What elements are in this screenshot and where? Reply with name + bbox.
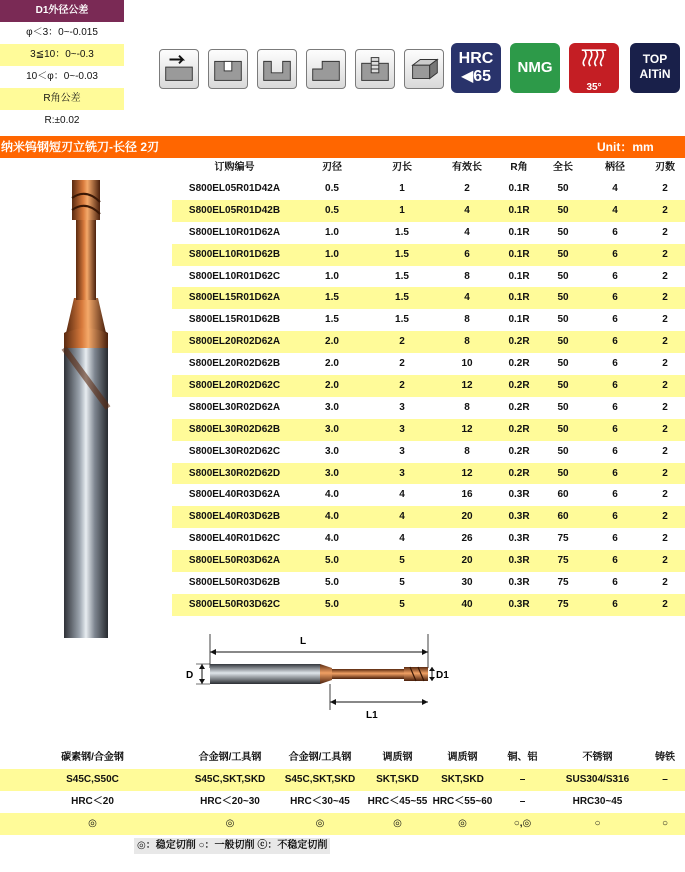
unit-label: Unit：mm — [597, 140, 654, 154]
spec-row — [172, 178, 685, 200]
cell-cut-dia: 1.5 — [325, 292, 339, 304]
coating-top-label: TOP — [642, 52, 668, 66]
cell-cut-dia: 1.0 — [325, 270, 339, 282]
cell-shank-dia: 6 — [612, 292, 618, 304]
cell-order-no: S800EL40R03D62B — [188, 511, 281, 523]
material-suitability-cell: ◎ — [225, 818, 235, 829]
material-header-cell: 调质钢 — [447, 752, 478, 763]
material-suitability-cell: ◎ — [315, 818, 325, 829]
dim-label-l: L — [300, 636, 307, 647]
cell-effective-length: 6 — [464, 248, 470, 260]
dim-label-l1: L1 — [366, 710, 378, 721]
cell-order-no: S800EL50R03D62A — [188, 555, 281, 567]
cell-shank-dia: 6 — [612, 226, 618, 238]
cell-flutes: 2 — [662, 423, 668, 435]
material-hardness-cell: HRC＜45~55 — [367, 796, 428, 807]
cell-corner-r: 0.1R — [508, 248, 530, 260]
cell-shank-dia: 6 — [612, 598, 618, 610]
dim-label-d: D — [186, 670, 194, 681]
cell-shank-dia: 6 — [612, 248, 618, 260]
cell-corner-r: 0.3R — [508, 577, 530, 589]
hrc-badge — [451, 43, 501, 93]
coating-badge — [630, 43, 680, 93]
cell-cut-dia: 2.0 — [325, 358, 339, 370]
cell-overall-length: 50 — [557, 270, 569, 282]
cell-flutes: 2 — [662, 445, 668, 457]
cell-flutes: 2 — [662, 226, 668, 238]
cell-overall-length: 75 — [557, 533, 569, 545]
cell-order-no: S800EL05R01D42A — [188, 183, 281, 194]
cell-effective-length: 12 — [461, 467, 473, 479]
spec-row — [172, 572, 685, 594]
cell-cut-length: 2 — [399, 358, 405, 370]
cell-effective-length: 12 — [461, 423, 473, 435]
cell-shank-dia: 6 — [612, 423, 618, 435]
cell-cut-dia: 1.0 — [325, 248, 339, 260]
material-hardness-cell: HRC＜30~45 — [290, 796, 350, 807]
cell-effective-length: 40 — [461, 598, 473, 610]
material-grade-cell: S45C,SKT,SKD — [284, 774, 356, 785]
machining-icons — [159, 49, 453, 89]
material-hardness-cell: HRC＜20 — [71, 796, 114, 807]
header-cut-dia: 刃径 — [322, 162, 342, 173]
cell-order-no: S800EL40R01D62C — [188, 533, 281, 545]
cell-cut-length: 5 — [399, 577, 405, 589]
spec-row — [172, 506, 685, 528]
cell-effective-length: 8 — [464, 445, 470, 457]
spec-row — [172, 287, 685, 309]
cell-overall-length: 50 — [557, 358, 569, 370]
cell-flutes: 2 — [662, 511, 668, 523]
cell-cut-dia: 5.0 — [325, 577, 339, 589]
cell-flutes: 2 — [662, 292, 668, 304]
cell-order-no: S800EL10R01D62C — [188, 270, 281, 282]
product-title-bar — [0, 136, 685, 158]
cell-flutes: 2 — [662, 489, 668, 501]
cell-order-no: S800EL50R03D62B — [188, 577, 281, 589]
cell-effective-length: 4 — [464, 204, 470, 216]
tolerance-row: 3≦10：0~-0.3 — [0, 44, 124, 66]
cell-shank-dia: 6 — [612, 358, 618, 370]
cell-overall-length: 50 — [557, 467, 569, 479]
cell-cut-length: 1.5 — [395, 314, 409, 326]
dimension-diagram — [170, 622, 450, 722]
material-header-cell: 碳素钢/合金钢 — [61, 752, 124, 763]
cell-order-no: S800EL30R02D62B — [188, 423, 281, 435]
cell-effective-length: 2 — [464, 183, 470, 194]
cell-corner-r: 0.3R — [508, 533, 530, 545]
material-header-cell: 调质钢 — [382, 752, 413, 763]
cell-corner-r: 0.3R — [508, 489, 530, 501]
face-milling-icon — [404, 49, 444, 89]
cell-overall-length: 50 — [557, 401, 569, 413]
cell-shank-dia: 6 — [612, 555, 618, 567]
material-header-cell: 不锈钢 — [582, 752, 613, 763]
cell-order-no: S800EL20R02D62C — [188, 380, 281, 392]
material-grade-cell: SKT,SKD — [441, 774, 484, 785]
cell-overall-length: 50 — [557, 380, 569, 392]
cell-order-no: S800EL50R03D62C — [188, 598, 281, 610]
hrc-value: ◀65 — [460, 68, 492, 85]
spec-row — [172, 463, 685, 485]
cell-flutes: 2 — [662, 533, 668, 545]
cell-cut-length: 1 — [399, 183, 405, 194]
cell-effective-length: 8 — [464, 270, 470, 282]
header-flutes: 刃数 — [655, 162, 675, 173]
cell-cut-length: 1.5 — [395, 270, 409, 282]
spec-row — [172, 331, 685, 353]
cell-cut-length: 4 — [399, 489, 405, 501]
spec-row — [172, 244, 685, 266]
material-suitability-cell: ◎ — [393, 818, 402, 829]
material-hardness-cell: HRC＜55~60 — [432, 796, 493, 807]
cell-corner-r: 0.1R — [508, 204, 530, 216]
material-hardness-cell: HRC＜20~30 — [200, 796, 260, 807]
cell-shank-dia: 4 — [612, 204, 618, 216]
material-suitability-cell: ◎ — [88, 818, 97, 829]
cell-corner-r: 0.3R — [508, 555, 530, 567]
cell-order-no: S800EL30R02D62D — [188, 467, 281, 479]
cell-flutes: 2 — [662, 270, 668, 282]
cell-shank-dia: 6 — [612, 489, 618, 501]
cell-cut-length: 4 — [399, 533, 405, 545]
cell-order-no: S800EL05R01D42B — [188, 204, 281, 216]
cell-flutes: 2 — [662, 358, 668, 370]
spec-row — [172, 200, 685, 222]
spec-row — [172, 441, 685, 463]
cell-shank-dia: 6 — [612, 336, 618, 348]
cell-cut-dia: 2.0 — [325, 336, 339, 348]
cell-shank-dia: 6 — [612, 380, 618, 392]
cell-cut-length: 5 — [399, 555, 405, 567]
cell-overall-length: 60 — [557, 511, 569, 523]
cell-effective-length: 8 — [464, 314, 470, 326]
cell-cut-length: 4 — [399, 511, 405, 523]
material-grade-cell: S45C,S50C — [66, 774, 119, 785]
material-suitability-cell: ○,◎ — [513, 818, 532, 829]
cell-cut-dia: 4.0 — [325, 511, 339, 523]
dim-label-d1: D1 — [436, 670, 449, 681]
cell-overall-length: 50 — [557, 314, 569, 326]
spec-row — [172, 484, 685, 506]
cell-cut-length: 2 — [399, 380, 405, 392]
spec-row — [172, 375, 685, 397]
tolerance-row: 10＜φ：0~-0.03 — [0, 66, 124, 88]
material-hardness-cell — [645, 791, 685, 813]
cell-effective-length: 10 — [461, 358, 473, 370]
cell-order-no: S800EL30R02D62C — [188, 445, 281, 457]
spec-table — [172, 158, 685, 616]
cell-cut-dia: 4.0 — [325, 489, 339, 501]
cell-cut-dia: 3.0 — [325, 401, 339, 413]
end-mill-image — [0, 158, 172, 718]
header-effective-length: 有效长 — [452, 162, 482, 173]
cell-cut-dia: 1.5 — [325, 314, 339, 326]
cell-corner-r: 0.2R — [508, 358, 530, 370]
material-header-cell: 合金钢/工具钢 — [288, 752, 352, 763]
cell-cut-dia: 1.0 — [325, 226, 339, 238]
cell-overall-length: 50 — [557, 183, 569, 194]
spec-row — [172, 222, 685, 244]
spec-row — [172, 550, 685, 572]
cell-cut-dia: 3.0 — [325, 423, 339, 435]
cell-flutes: 2 — [662, 401, 668, 413]
material-suitability-cell: ○ — [594, 818, 601, 829]
material-header-cell: 铸铁 — [655, 752, 675, 763]
cell-overall-length: 50 — [557, 248, 569, 260]
cell-overall-length: 75 — [557, 577, 569, 589]
r-tolerance-value: R:±0.02 — [0, 110, 124, 132]
spec-row — [172, 266, 685, 288]
cell-overall-length: 50 — [557, 204, 569, 216]
nmg-badge: NMG — [510, 43, 560, 93]
spec-row — [172, 353, 685, 375]
cell-cut-length: 2 — [399, 336, 405, 348]
cell-shank-dia: 6 — [612, 511, 618, 523]
cell-corner-r: 0.1R — [508, 292, 530, 304]
side-milling-icon — [159, 49, 199, 89]
material-suitability-cell: ◎ — [458, 818, 467, 829]
header-overall-length: 全长 — [553, 162, 573, 173]
cell-cut-length: 3 — [399, 467, 405, 479]
drilling-icon — [355, 49, 395, 89]
cell-cut-length: 1.5 — [395, 226, 409, 238]
cell-effective-length: 20 — [461, 555, 473, 567]
cell-flutes: 2 — [662, 314, 668, 326]
cell-corner-r: 0.2R — [508, 467, 530, 479]
material-header-cell: 合金钢/工具钢 — [198, 752, 262, 763]
spec-row — [172, 594, 685, 616]
cell-flutes: 2 — [662, 380, 668, 392]
spec-row — [172, 397, 685, 419]
material-grade-cell: SUS304/S316 — [565, 774, 630, 785]
material-grade-cell: – — [662, 774, 668, 785]
cell-order-no: S800EL40R03D62A — [188, 489, 281, 501]
cell-flutes: 2 — [662, 577, 668, 589]
cell-corner-r: 0.2R — [508, 401, 530, 413]
cell-effective-length: 4 — [464, 292, 470, 304]
cell-overall-length: 50 — [557, 423, 569, 435]
cell-effective-length: 8 — [464, 401, 470, 413]
cutting-legend: ◎：稳定切削 ○：一般切削 ⓒ：不稳定切削 — [134, 838, 330, 854]
cell-shank-dia: 6 — [612, 533, 618, 545]
cell-cut-length: 3 — [399, 445, 405, 457]
cell-corner-r: 0.3R — [508, 511, 530, 523]
cell-overall-length: 50 — [557, 292, 569, 304]
header-order-no: 订购编号 — [214, 162, 255, 173]
material-grade-cell: – — [519, 774, 526, 785]
cell-cut-length: 1.5 — [395, 248, 409, 260]
helix-icon — [569, 43, 619, 79]
spec-table-header — [172, 158, 685, 178]
spec-row — [172, 419, 685, 441]
material-header-cell: 铜、铝 — [507, 752, 538, 763]
cell-shank-dia: 6 — [612, 314, 618, 326]
cell-corner-r: 0.1R — [508, 314, 530, 326]
cell-order-no: S800EL30R02D62A — [188, 401, 281, 413]
tolerance-row: φ＜3：0~-0.015 — [0, 22, 124, 44]
cell-order-no: S800EL10R01D62A — [188, 226, 281, 238]
helix-angle-badge — [569, 43, 619, 93]
cell-overall-length: 75 — [557, 598, 569, 610]
cell-order-no: S800EL20R02D62A — [188, 336, 281, 348]
material-grade-cell: SKT,SKD — [376, 774, 419, 785]
cell-flutes: 2 — [662, 336, 668, 348]
cell-shank-dia: 4 — [612, 183, 618, 194]
cell-order-no: S800EL10R01D62B — [188, 248, 281, 260]
spec-row — [172, 309, 685, 331]
spec-row — [172, 528, 685, 550]
cell-overall-length: 75 — [557, 555, 569, 567]
material-hardness-cell: HRC30~45 — [572, 796, 623, 807]
cell-cut-length: 3 — [399, 423, 405, 435]
cell-cut-dia: 5.0 — [325, 598, 339, 610]
cell-corner-r: 0.1R — [508, 183, 530, 194]
cell-overall-length: 50 — [557, 336, 569, 348]
hrc-label: HRC — [458, 50, 494, 67]
cell-shank-dia: 6 — [612, 270, 618, 282]
header-cut-length: 刃长 — [392, 162, 412, 173]
product-title: 纳米钨钢短刃立铣刀-长径 2刃 — [1, 140, 160, 154]
cell-shank-dia: 6 — [612, 445, 618, 457]
material-header-row — [0, 747, 685, 769]
cell-corner-r: 0.3R — [508, 598, 530, 610]
cell-shank-dia: 6 — [612, 467, 618, 479]
cell-cut-dia: 5.0 — [325, 555, 339, 567]
cell-order-no: S800EL20R02D62B — [188, 358, 281, 370]
cell-corner-r: 0.2R — [508, 336, 530, 348]
d1-tolerance-header: D1外径公差 — [0, 0, 124, 22]
cell-shank-dia: 6 — [612, 401, 618, 413]
pocket-icon — [257, 49, 297, 89]
cell-overall-length: 60 — [557, 489, 569, 501]
header-corner-r: R角 — [510, 162, 528, 173]
cell-corner-r: 0.1R — [508, 226, 530, 238]
cell-order-no: S800EL15R01D62B — [188, 314, 281, 326]
material-hardness-row — [0, 791, 685, 813]
cell-effective-length: 20 — [461, 511, 473, 523]
material-table — [0, 747, 685, 835]
cell-effective-length: 30 — [461, 577, 473, 589]
cell-flutes: 2 — [662, 204, 668, 216]
cell-flutes: 2 — [662, 248, 668, 260]
cell-flutes: 2 — [662, 183, 668, 194]
cell-cut-dia: 0.5 — [325, 204, 339, 216]
cell-flutes: 2 — [662, 598, 668, 610]
cell-order-no: S800EL15R01D62A — [188, 292, 281, 304]
cell-effective-length: 4 — [464, 226, 470, 238]
cell-flutes: 2 — [662, 555, 668, 567]
step-icon — [306, 49, 346, 89]
material-suitability-row — [0, 813, 685, 835]
cell-cut-dia: 3.0 — [325, 467, 339, 479]
cell-cut-dia: 0.5 — [325, 183, 339, 194]
material-grade-cell: S45C,SKT,SKD — [194, 774, 266, 785]
cell-shank-dia: 6 — [612, 577, 618, 589]
cell-cut-length: 1 — [399, 204, 405, 216]
cell-corner-r: 0.2R — [508, 423, 530, 435]
cell-cut-length: 3 — [399, 401, 405, 413]
cell-corner-r: 0.2R — [508, 380, 530, 392]
cell-cut-length: 5 — [399, 598, 405, 610]
cell-overall-length: 50 — [557, 445, 569, 457]
slotting-icon — [208, 49, 248, 89]
helix-angle-label: 35° — [586, 82, 602, 93]
coating-name: AlTiN — [639, 67, 671, 81]
cell-effective-length: 16 — [461, 489, 473, 501]
header-shank-dia: 柄径 — [605, 162, 625, 173]
cell-cut-length: 1.5 — [395, 292, 409, 304]
cell-effective-length: 8 — [464, 336, 470, 348]
cell-cut-dia: 3.0 — [325, 445, 339, 457]
cell-effective-length: 12 — [461, 380, 473, 392]
tolerance-box — [0, 0, 124, 132]
material-suitability-cell: ○ — [661, 818, 669, 829]
cell-corner-r: 0.1R — [508, 270, 530, 282]
material-grade-row — [0, 769, 685, 791]
cell-corner-r: 0.2R — [508, 445, 530, 457]
r-tolerance-header: R角公差 — [0, 88, 124, 110]
cell-effective-length: 26 — [461, 533, 473, 545]
cell-flutes: 2 — [662, 467, 668, 479]
cell-overall-length: 50 — [557, 226, 569, 238]
cell-cut-dia: 4.0 — [325, 533, 339, 545]
cell-cut-dia: 2.0 — [325, 380, 339, 392]
material-hardness-cell: – — [519, 796, 526, 807]
